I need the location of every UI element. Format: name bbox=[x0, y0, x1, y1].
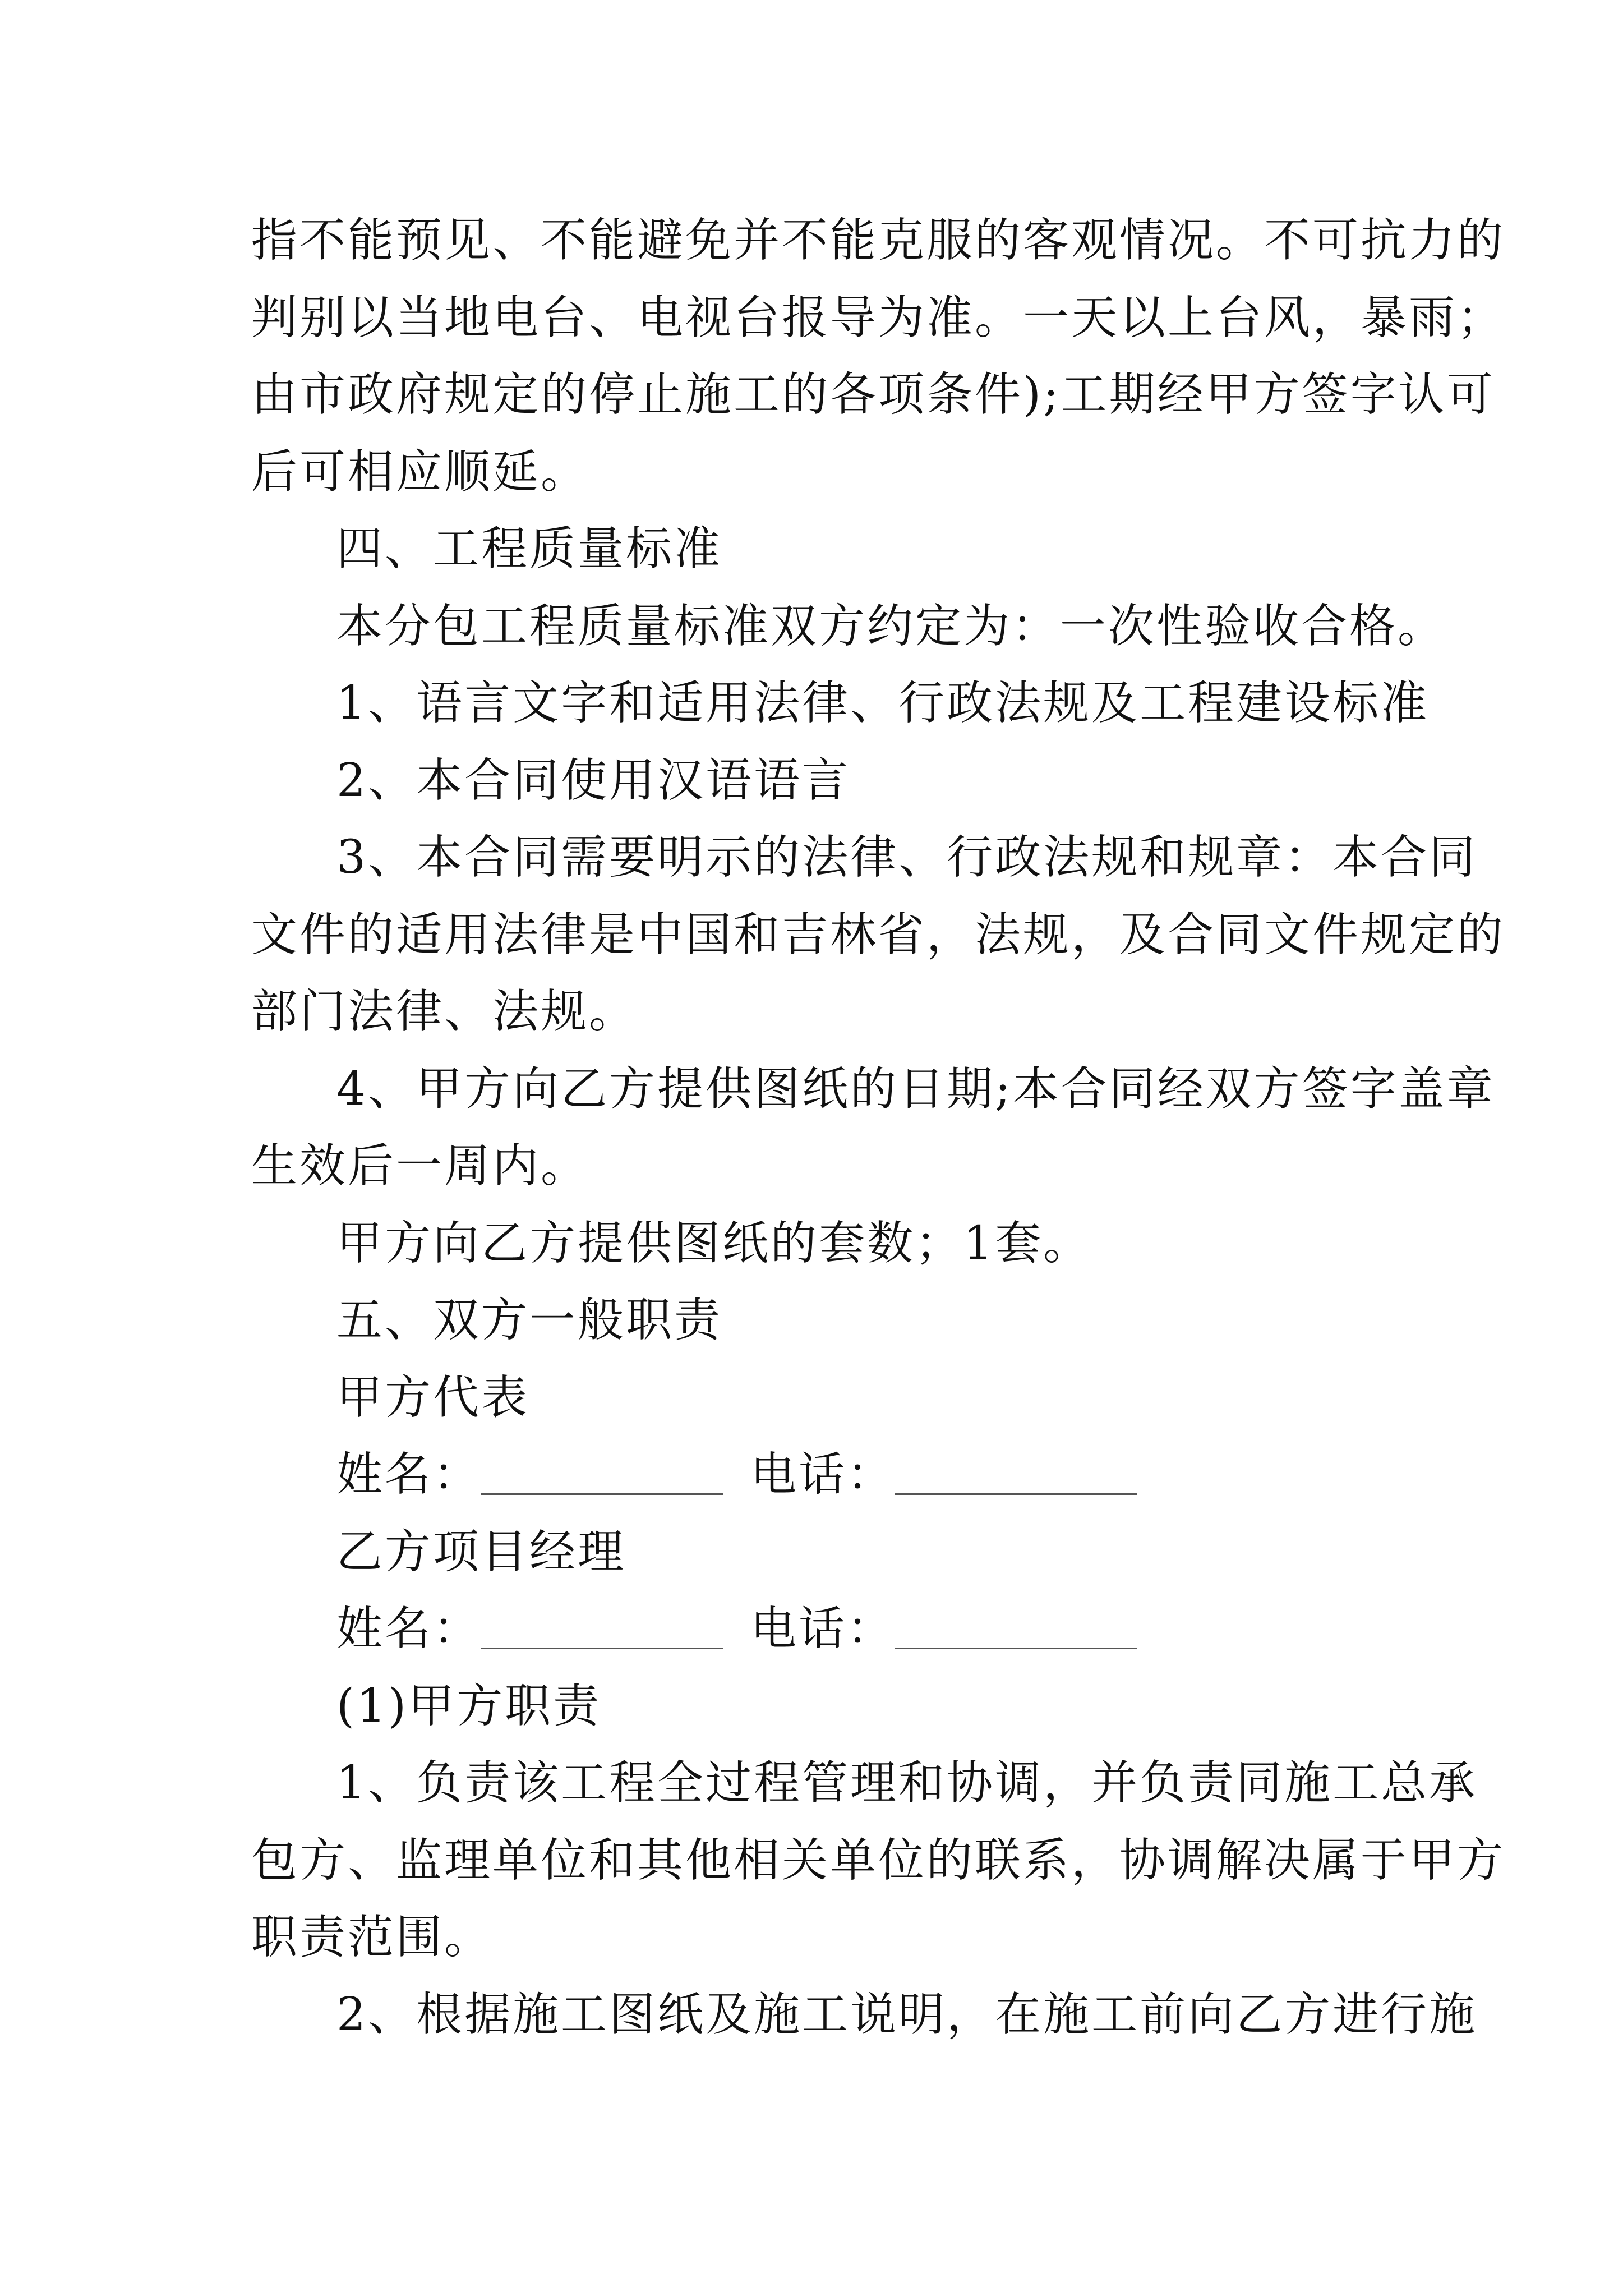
party-a-name-label: 姓名： bbox=[336, 1448, 482, 1501]
paragraph-line: 本分包工程质量标准双方约定为：一次性验收合格。 bbox=[336, 599, 1446, 653]
party-a-duties-heading: (1)甲方职责 bbox=[336, 1679, 602, 1733]
paragraph-line: 部门法律、法规。 bbox=[251, 985, 638, 1038]
party-b-phone-label: 电话： bbox=[750, 1602, 896, 1655]
paragraph-line: 生效后一周内。 bbox=[251, 1139, 589, 1193]
party-a-phone-label: 电话： bbox=[750, 1448, 896, 1501]
paragraph-line: 指不能预见、不能避免并不能克服的客观情况。不可抗力的 bbox=[251, 214, 1506, 267]
party-a-phone-blank[interactable] bbox=[895, 1465, 1137, 1495]
paragraph-line: 判别以当地电台、电视台报导为准。一天以上台风，暴雨； bbox=[251, 291, 1506, 344]
paragraph-line: 1、负责该工程全过程管理和协调，并负责同施工总承 bbox=[336, 1756, 1478, 1810]
section-heading-duties: 五、双方一般职责 bbox=[336, 1294, 723, 1347]
paragraph-line: 由市政府规定的停止施工的各项条件);工期经甲方签字认可 bbox=[251, 368, 1495, 421]
party-a-contact-row bbox=[251, 1436, 1390, 1513]
paragraph-line: 2、本合同使用汉语语言 bbox=[336, 753, 851, 807]
paragraph-line: 后可相应顺延。 bbox=[251, 445, 589, 499]
paragraph-line: 文件的适用法律是中国和吉林省，法规，及合同文件规定的 bbox=[251, 908, 1506, 961]
party-a-heading: 甲方代表 bbox=[336, 1370, 530, 1424]
paragraph-line: 3、本合同需要明示的法律、行政法规和规章：本合同 bbox=[336, 831, 1478, 884]
party-b-name-blank[interactable] bbox=[481, 1619, 723, 1649]
party-b-name-label: 姓名： bbox=[336, 1602, 482, 1655]
party-b-phone-blank[interactable] bbox=[895, 1619, 1137, 1649]
document-body bbox=[251, 202, 1506, 2053]
paragraph-line: 2、根据施工图纸及施工说明，在施工前向乙方进行施 bbox=[336, 1987, 1478, 2041]
paragraph-line: 职责范围。 bbox=[251, 1911, 493, 1964]
party-a-name-blank[interactable] bbox=[481, 1465, 723, 1495]
paragraph-line: 甲方向乙方提供图纸的套数；1套。 bbox=[336, 1216, 1092, 1270]
paragraph-line: 1、语言文字和适用法律、行政法规及工程建设标准 bbox=[336, 677, 1430, 730]
party-b-heading: 乙方项目经理 bbox=[336, 1525, 626, 1579]
party-b-contact-row bbox=[251, 1590, 1390, 1668]
section-heading-quality: 四、工程质量标准 bbox=[336, 522, 723, 576]
paragraph-line: 4、甲方向乙方提供图纸的日期;本合同经双方签字盖章 bbox=[336, 1062, 1495, 1116]
paragraph-line: 包方、监理单位和其他相关单位的联系，协调解决属于甲方 bbox=[251, 1833, 1506, 1887]
